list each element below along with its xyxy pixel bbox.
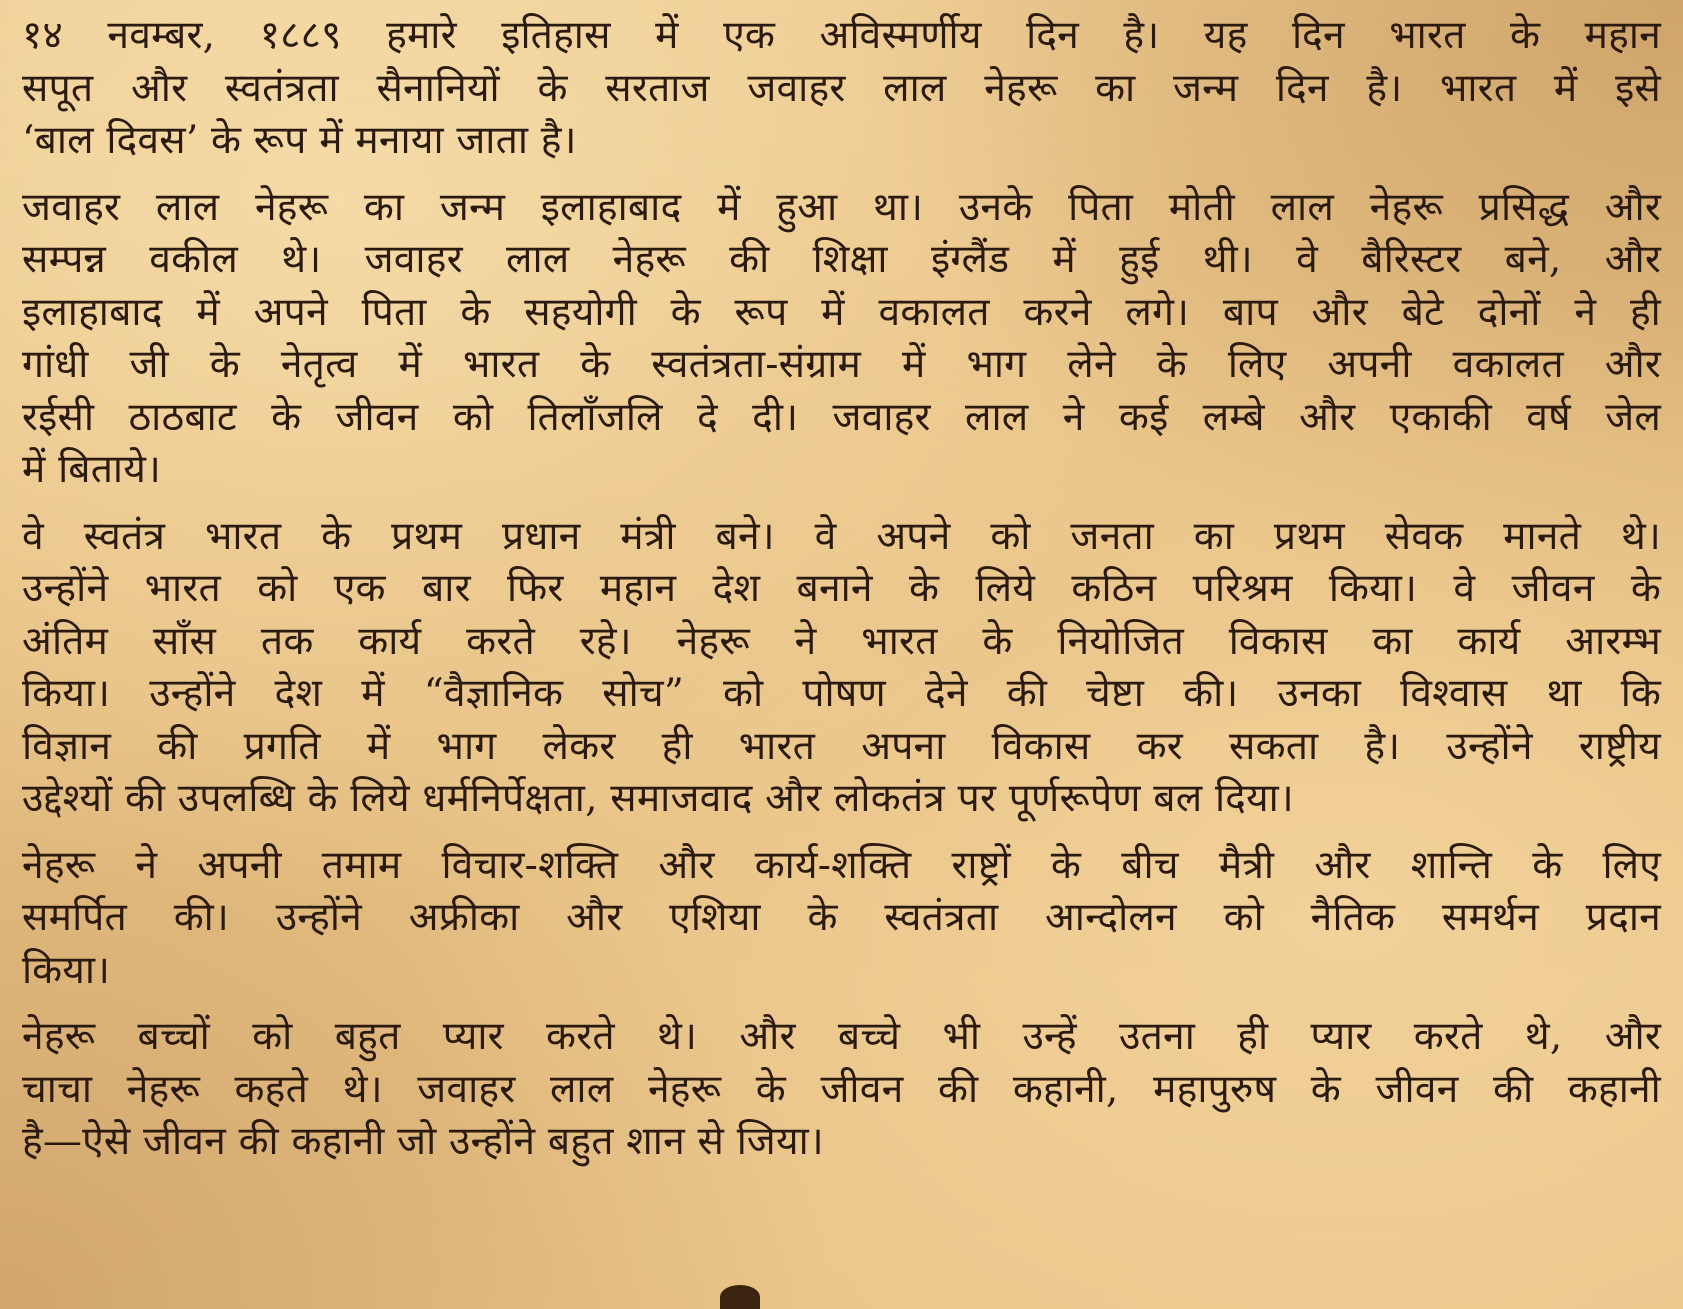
text-line: सपूत और स्वतंत्रता सैनानियों के सरताज जवाहर लाल नेहरू का जन्म दिन है। भारत में इसे (22, 65, 1661, 111)
text-line: किया। उन्होंने देश में “वैज्ञानिक सोच” को पोषण देने की चेष्टा की। उनका विश्वास था कि (22, 671, 1661, 716)
text-line: रईसी ठाठबाट के जीवन को तिलाँजलि दे दी। जवाहर लाल ने कई लम्बे और एकाकी वर्ष जेल (22, 394, 1661, 440)
text-line: गांधी जी के नेतृत्व में भारत के स्वतंत्रता-संग्राम में भाग लेने के लिए अपनी वकालत और (22, 342, 1661, 387)
text-line: वे स्वतंत्र भारत के प्रथम प्रधान मंत्री बने। वे अपने को जनता का प्रथम सेवक मानते थे। (22, 513, 1661, 559)
text-line: चाचा नेहरू कहते थे। जवाहर लाल नेहरू के जीवन की कहानी, महापुरुष के जीवन की कहानी (22, 1066, 1661, 1112)
paragraph-children (22, 1011, 1661, 1169)
text-line: उन्होंने भारत को एक बार फिर महान देश बनाने के लिये कठिन परिश्रम किया। वे जीवन के (22, 566, 1661, 611)
text-line: सम्पन्न वकील थे। जवाहर लाल नेहरू की शिक्षा इंग्लैंड में हुई थी। वे बैरिस्टर बने, और (22, 237, 1661, 282)
text-line: किया। (22, 947, 111, 993)
ink-mark (720, 1285, 760, 1309)
text-line: नेहरू बच्चों को बहुत प्यार करते थे। और बच्चे भी उन्हें उतना ही प्यार करते थे, और (22, 1014, 1661, 1059)
paragraph-prime-minister (22, 511, 1661, 826)
text-line: समर्पित की। उन्होंने अफ्रीका और एशिया के स्वतंत्रता आन्दोलन को नैतिक समर्थन प्रदान (22, 895, 1661, 940)
text-line: विज्ञान की प्रगति में भाग लेकर ही भारत अपना विकास कर सकता है। उन्होंने राष्ट्रीय (22, 723, 1661, 769)
text-line: है—ऐसे जीवन की कहानी जो उन्होंने बहुत शान से जिया। (22, 1119, 824, 1164)
paragraph-early-life (22, 182, 1661, 497)
text-line: १४ नवम्बर, १८८९ हमारे इतिहास में एक अविस्मर्णीय दिन है। यह दिन भारत के महान (22, 13, 1661, 58)
text-line: इलाहाबाद में अपने पिता के सहयोगी के रूप में वकालत करने लगे। बाप और बेटे दोनों ने ही (22, 289, 1661, 335)
text-line: उद्देश्यों की उपलब्धि के लिये धर्मनिर्पेक्षता, समाजवाद और लोकतंत्र पर पूर्णरूपेण बल दिया। (22, 776, 1294, 821)
text-line: अंतिम साँस तक कार्य करते रहे। नेहरू ने भारत के नियोजित विकास का कार्य आरम्भ (22, 618, 1661, 664)
text-line: में बिताये। (22, 447, 162, 492)
paragraph-peace (22, 840, 1661, 998)
text-line: नेहरू ने अपनी तमाम विचार-शक्ति और कार्य-शक्ति राष्ट्रों के बीच मैत्री और शान्ति के लिए (22, 842, 1661, 888)
text-line: जवाहर लाल नेहरू का जन्म इलाहाबाद में हुआ था। उनके पिता मोती लाल नेहरू प्रसिद्ध और (22, 184, 1661, 230)
text-line: ‘बाल दिवस’ के रूप में मनाया जाता है। (22, 118, 577, 163)
paragraph-birth (22, 10, 1661, 168)
